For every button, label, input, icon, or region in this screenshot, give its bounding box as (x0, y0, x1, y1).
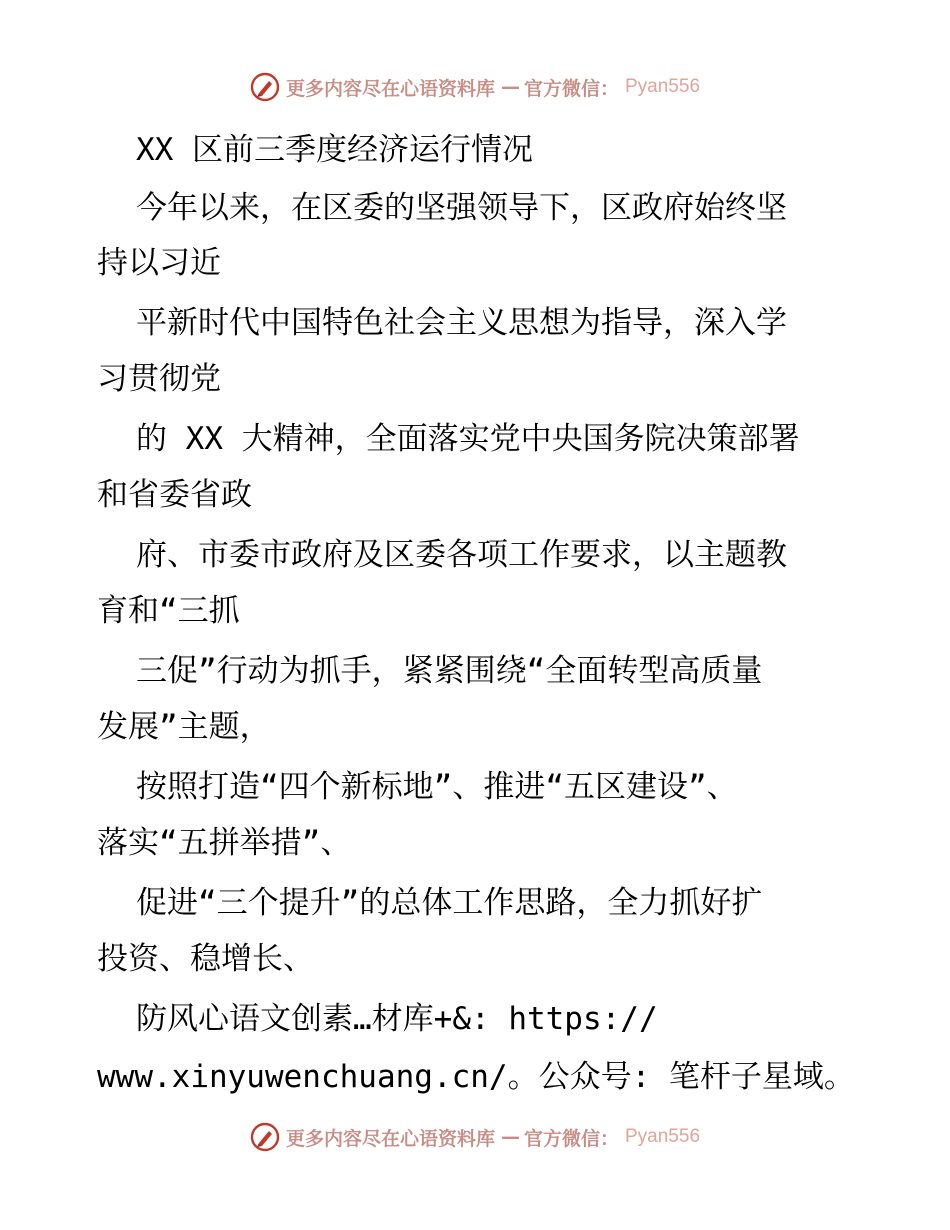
banner-main-text: 更多内容尽在心语资料库 (285, 1127, 495, 1150)
header-watermark-banner (0, 72, 950, 102)
paragraph-line: 府、市委市政府及区委各项工作要求，以主题教 (136, 537, 787, 573)
banner-wechat-id: Pyan556 (625, 76, 701, 97)
paragraph-line: 发展”主题， (97, 709, 271, 745)
paragraph-line: 的 XX 大精神，全面落实党中央国务院决策部署 (136, 421, 800, 457)
pen-logo-icon (250, 72, 280, 102)
document-title: XX 区前三季度经济运行情况 (136, 132, 533, 168)
paragraph-line: 习贯彻党 (97, 361, 221, 397)
paragraph-line: www.xinyuwenchuang.cn/。公众号: 笔杆子星域。 (97, 1059, 855, 1095)
paragraph-line: 平新时代中国特色社会主义思想为指导，深入学 (136, 305, 787, 341)
banner-dash: — (500, 1126, 518, 1148)
paragraph-line: 按照打造“四个新标地”、推进“五区建设”、 (136, 769, 738, 805)
banner-wechat-id: Pyan556 (625, 1126, 701, 1147)
paragraph-line: 今年以来，在区委的坚强领导下，区政府始终坚 (136, 190, 787, 226)
banner-dash: — (500, 76, 518, 98)
banner-sub-text: 官方微信： (523, 77, 619, 100)
footer-watermark-banner (0, 1122, 950, 1152)
paragraph-line: 和省委省政 (97, 477, 252, 513)
paragraph-line: 三促”行动为抓手，紧紧围绕“全面转型高质量 (136, 653, 763, 689)
pen-logo-icon (250, 1122, 280, 1152)
banner-sub-text: 官方微信： (523, 1127, 619, 1150)
paragraph-line: 投资、稳增长、 (97, 941, 314, 977)
paragraph-line: 落实“五拼举措”、 (97, 825, 352, 861)
paragraph-line: 持以习近 (97, 245, 221, 281)
paragraph-line: 防风心语文创素…材库+&: https:// (136, 1001, 658, 1037)
paragraph-line: 育和“三抓 (97, 593, 240, 629)
banner-main-text: 更多内容尽在心语资料库 (285, 77, 495, 100)
paragraph-line: 促进“三个提升”的总体工作思路，全力抓好扩 (136, 885, 763, 921)
